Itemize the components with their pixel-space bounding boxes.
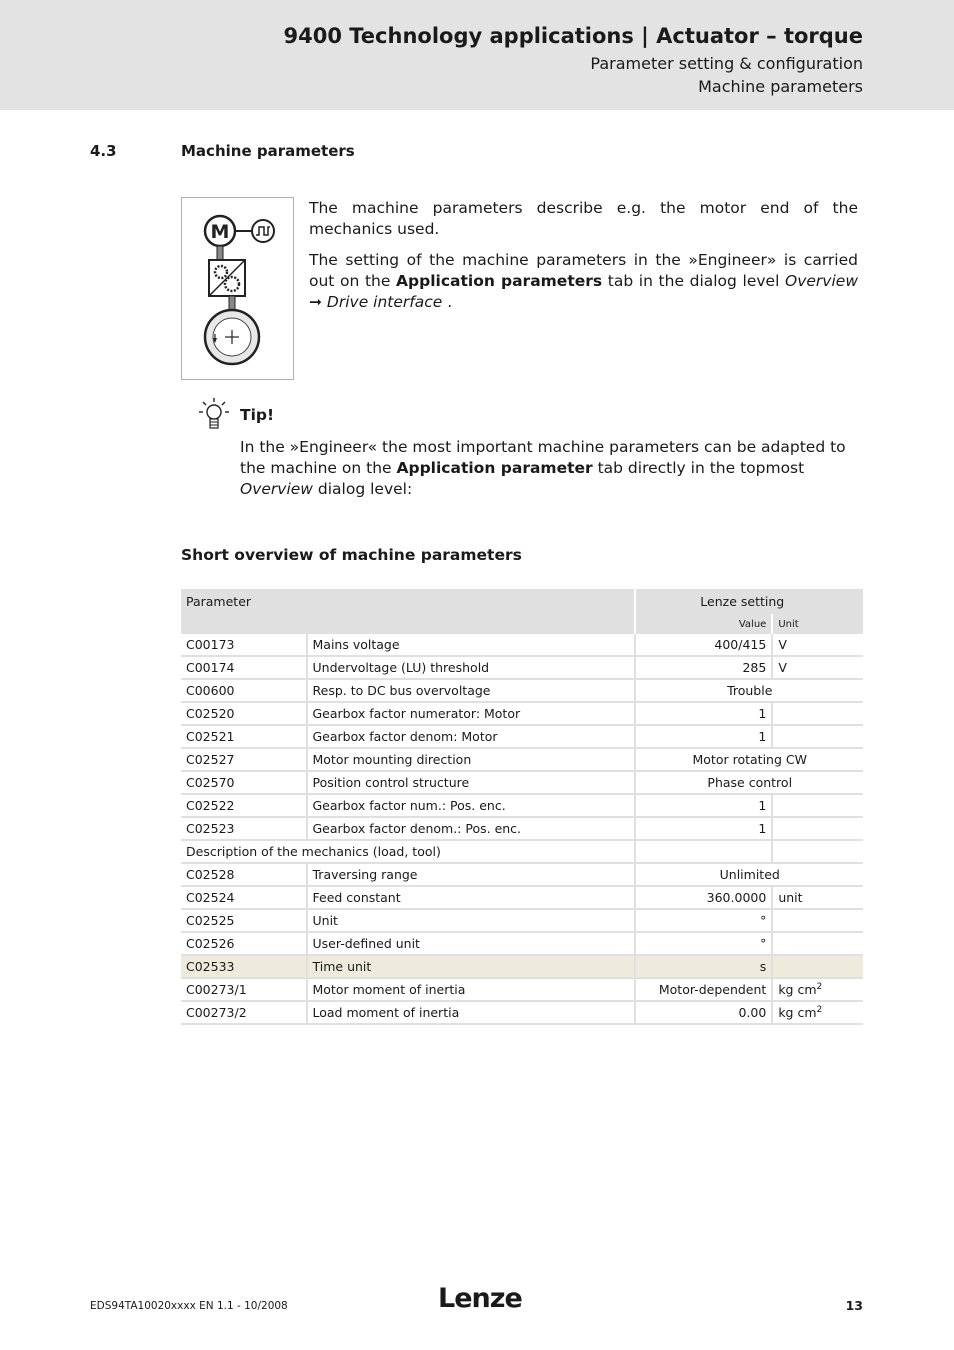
table-subheader-row: [181, 614, 863, 634]
param-value: s: [635, 955, 772, 978]
table-row: [181, 1001, 863, 1024]
param-unit: kg $cm^2$: [772, 978, 863, 1001]
table-row: [181, 817, 863, 840]
header-subtitle-1: Parameter setting & configuration: [590, 54, 863, 73]
table-row: [181, 656, 863, 679]
header-title: 9400 Technology applications | Actuator – torque: [283, 24, 863, 48]
table-row: [181, 702, 863, 725]
page-header: [0, 0, 954, 110]
param-description: Unit: [307, 909, 636, 932]
param-value: Trouble: [635, 679, 863, 702]
param-code: C02522: [181, 794, 307, 817]
param-value: Unlimited: [635, 863, 863, 886]
param-unit: kg $cm^2$: [772, 1001, 863, 1024]
header-subtitle-2: Machine parameters: [698, 77, 863, 96]
table-row: [181, 771, 863, 794]
header-unit: Unit: [772, 614, 863, 634]
param-code: C02526: [181, 932, 307, 955]
param-unit: V: [772, 656, 863, 679]
param-value: Phase control: [635, 771, 863, 794]
param-code: C00173: [181, 634, 307, 656]
param-description: Gearbox factor denom: Motor: [307, 725, 636, 748]
tip-label: Tip!: [240, 406, 275, 424]
param-description: Time unit: [307, 955, 636, 978]
param-unit: V: [772, 634, 863, 656]
param-value: 285: [635, 656, 772, 679]
param-description: Position control structure: [307, 771, 636, 794]
param-value: Motor rotating CW: [635, 748, 863, 771]
param-value: 360.0000: [635, 886, 772, 909]
param-description: Load moment of inertia: [307, 1001, 636, 1024]
lightbulb-icon: [197, 396, 233, 432]
param-description: Gearbox factor denom.: Pos. enc.: [307, 817, 636, 840]
intro-paragraph-2: The setting of the machine parameters in the »Engineer» is carried out on the Application parameters tab in the dialog level Overview ➞ Drive interface .: [309, 251, 858, 311]
param-description: Motor moment of inertia: [307, 978, 636, 1001]
param-value: 1: [635, 725, 772, 748]
param-description: Motor mounting direction: [307, 748, 636, 771]
param-unit: [772, 955, 863, 978]
param-unit: [772, 794, 863, 817]
param-value: °: [635, 909, 772, 932]
param-description: User-defined unit: [307, 932, 636, 955]
page-number: 13: [845, 1298, 863, 1313]
param-value: °: [635, 932, 772, 955]
param-description: Resp. to DC bus overvoltage: [307, 679, 636, 702]
param-description: Gearbox factor numerator: Motor: [307, 702, 636, 725]
param-value: 1: [635, 702, 772, 725]
param-description: Undervoltage (LU) threshold: [307, 656, 636, 679]
param-code: C00600: [181, 679, 307, 702]
header-value: Value: [635, 614, 772, 634]
table-row: [181, 909, 863, 932]
section-title: Machine parameters: [181, 142, 355, 160]
param-code: C02570: [181, 771, 307, 794]
table-row: [181, 955, 863, 978]
section-label: Description of the mechanics (load, tool): [181, 840, 635, 863]
param-unit: unit: [772, 886, 863, 909]
param-code: C00174: [181, 656, 307, 679]
param-value: Motor-dependent: [635, 978, 772, 1001]
param-code: C00273/2: [181, 1001, 307, 1024]
motor-label: M: [210, 221, 230, 243]
param-unit: [772, 909, 863, 932]
param-description: Traversing range: [307, 863, 636, 886]
param-code: C02527: [181, 748, 307, 771]
table-title: Short overview of machine parameters: [181, 546, 522, 564]
table-row: [181, 679, 863, 702]
param-unit: [772, 725, 863, 748]
table-row: [181, 725, 863, 748]
table-row: [181, 794, 863, 817]
table-row: [181, 932, 863, 955]
table-header-row: [181, 589, 863, 614]
param-description: Gearbox factor num.: Pos. enc.: [307, 794, 636, 817]
table-row: [181, 978, 863, 1001]
table-row: [181, 863, 863, 886]
footer-doc-id: EDS94TA10020xxxx EN 1.1 - 10/2008: [90, 1300, 288, 1312]
param-unit: [772, 702, 863, 725]
param-value: 1: [635, 794, 772, 817]
machine-diagram: [181, 197, 294, 380]
param-code: C02523: [181, 817, 307, 840]
table-row: [181, 886, 863, 909]
machine-parameters-table: [181, 589, 863, 1025]
param-value: 1: [635, 817, 772, 840]
param-value: 400/415: [635, 634, 772, 656]
table-row: [181, 634, 863, 656]
intro-paragraph-1: The machine parameters describe e.g. the motor end of the mechanics used.: [309, 199, 858, 238]
param-code: C02525: [181, 909, 307, 932]
param-description: Feed constant: [307, 886, 636, 909]
table-row: [181, 748, 863, 771]
tip-text: In the »Engineer« the most important machine parameters can be adapted to the machine on the Application parameter tab directly in the topmost Overview dialog level:: [240, 438, 846, 498]
param-code: C00273/1: [181, 978, 307, 1001]
header-lenze-setting: Lenze setting: [635, 589, 863, 614]
param-code: C02521: [181, 725, 307, 748]
param-description: Mains voltage: [307, 634, 636, 656]
intro-text: [309, 198, 858, 323]
param-value: 0.00: [635, 1001, 772, 1024]
param-code: C02528: [181, 863, 307, 886]
header-parameter: Parameter: [181, 589, 635, 614]
lenze-logo: Lenze: [438, 1283, 522, 1314]
param-unit: [772, 817, 863, 840]
param-unit: [772, 932, 863, 955]
param-code: C02533: [181, 955, 307, 978]
param-code: C02524: [181, 886, 307, 909]
motor-gearbox-icon: [182, 198, 295, 381]
section-number: 4.3: [90, 142, 117, 160]
param-code: C02520: [181, 702, 307, 725]
table-section-row: [181, 840, 863, 863]
